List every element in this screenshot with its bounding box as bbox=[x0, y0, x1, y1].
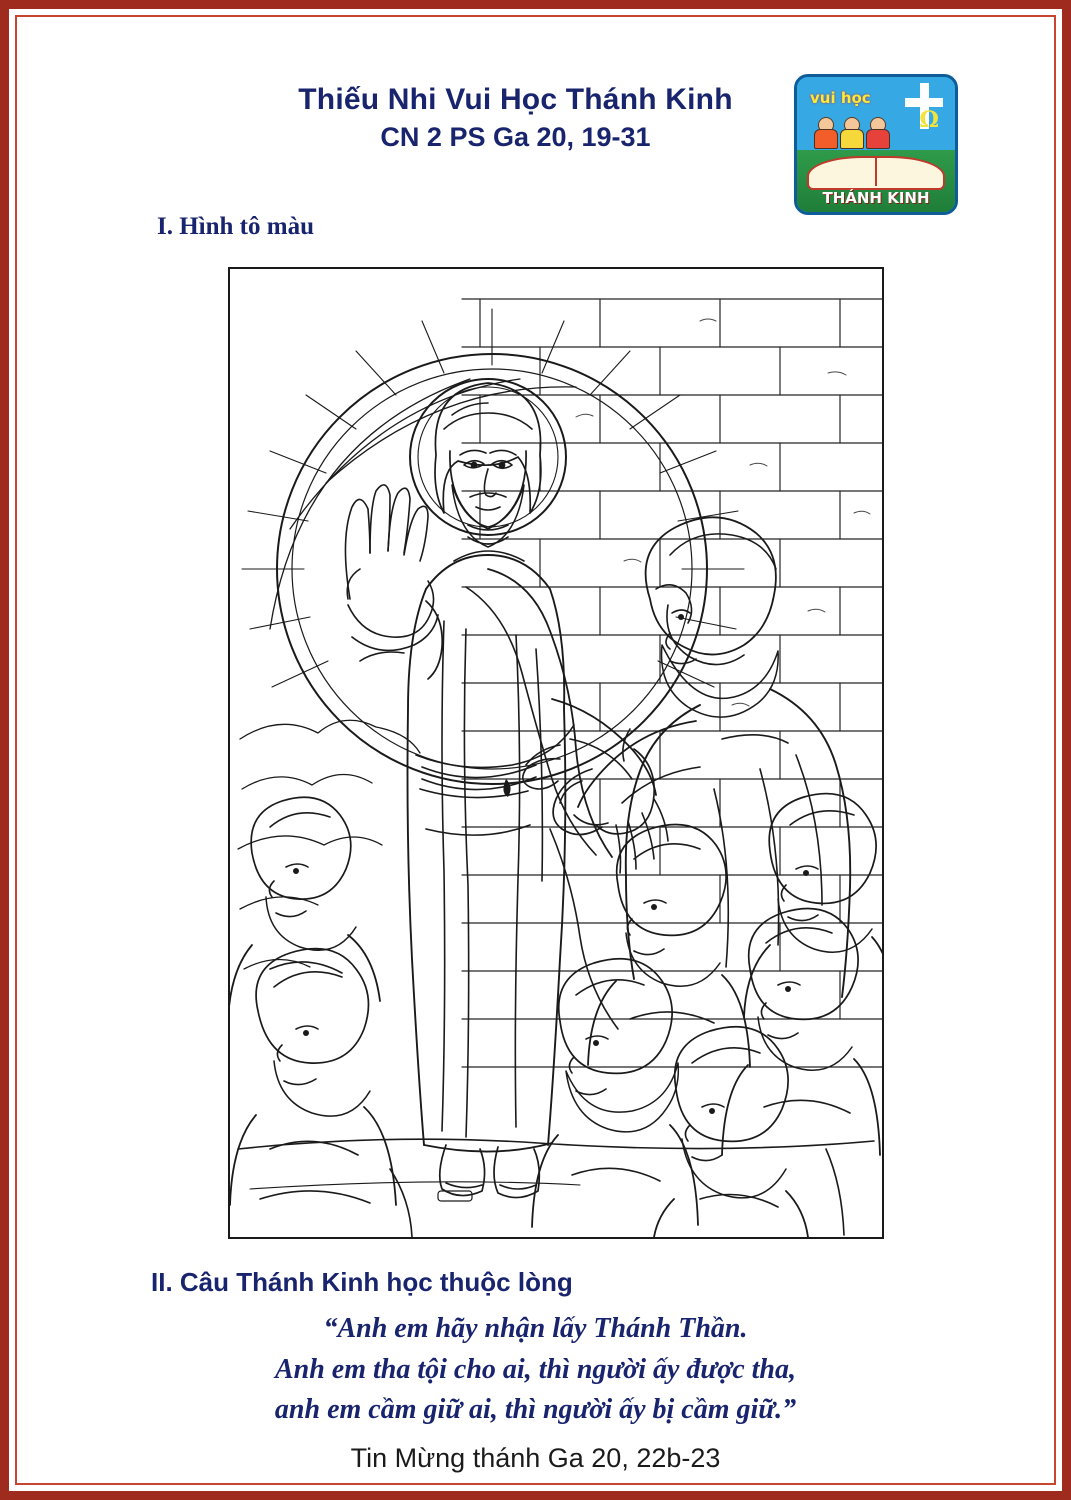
logo-top-text: vui học bbox=[810, 89, 871, 107]
page-subtitle: CN 2 PS Ga 20, 19-31 bbox=[380, 121, 651, 152]
omega-icon: Ω bbox=[919, 107, 939, 133]
logo-bottom-text: THÁNH KINH bbox=[822, 189, 930, 207]
memory-verse bbox=[9, 1309, 1062, 1431]
coloring-picture bbox=[228, 267, 884, 1239]
verse-line-2: Anh em tha tội cho ai, thì người ấy được tha, bbox=[274, 1353, 796, 1385]
cross-icon-bar bbox=[905, 98, 943, 107]
section-heading-coloring: I. Hình tô màu bbox=[157, 213, 314, 240]
child-icon-1 bbox=[814, 117, 836, 149]
child-icon-2 bbox=[840, 117, 862, 149]
page-title: Thiếu Nhi Vui Học Thánh Kinh bbox=[298, 83, 733, 116]
verse-line-3: anh em cầm giữ ai, thì người ấy bị cầm giữ.” bbox=[274, 1394, 797, 1426]
child-icon-3 bbox=[866, 117, 888, 149]
vuihoc-thanhkinh-logo bbox=[794, 74, 958, 215]
children-icon bbox=[814, 113, 918, 149]
verse-line-1: “Anh em hãy nhận lấy Thánh Thần. bbox=[323, 1313, 748, 1344]
verse-source: Tin Mừng thánh Ga 20, 22b-23 bbox=[350, 1443, 721, 1473]
section-heading-memory-verse: II. Câu Thánh Kinh học thuộc lòng bbox=[151, 1267, 573, 1297]
open-book-icon bbox=[797, 150, 955, 212]
